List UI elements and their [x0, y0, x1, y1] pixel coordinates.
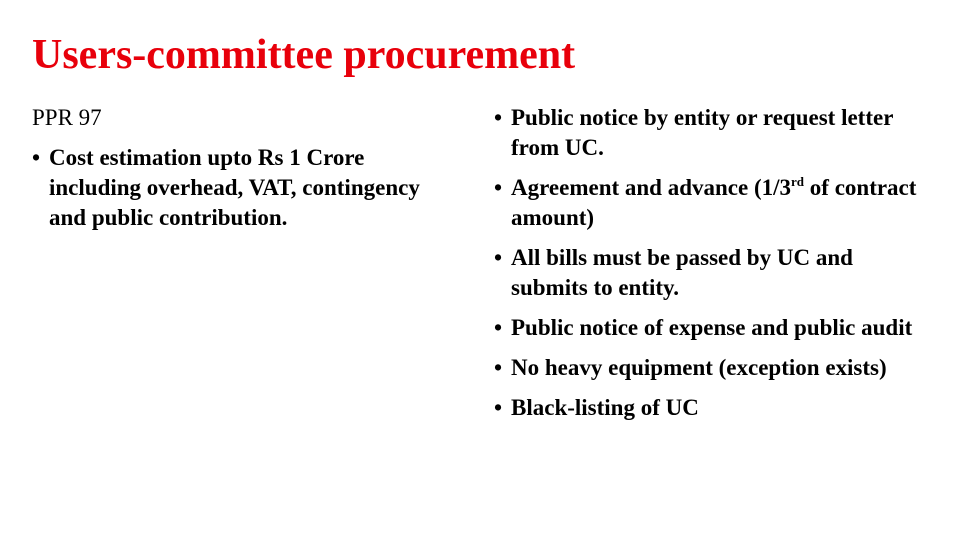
- list-item-text: No heavy equipment (exception exists): [511, 355, 887, 380]
- list-item: [494, 313, 934, 343]
- bullet-icon: •: [494, 315, 503, 340]
- list-item: [494, 393, 934, 423]
- list-item: [494, 243, 934, 303]
- right-bullet-list: [494, 103, 934, 423]
- left-column: [32, 103, 452, 243]
- bullet-icon: •: [494, 105, 503, 130]
- list-item-text: Public notice of expense and public audit: [511, 315, 913, 340]
- left-heading: PPR 97: [32, 105, 102, 130]
- list-item-text: Public notice by entity or request letter from UC.: [511, 105, 893, 160]
- list-item: [494, 353, 934, 383]
- list-item-text: Cost estimation upto Rs 1 Crore including overhead, VAT, contingency and public contribution.: [49, 145, 420, 230]
- bullet-icon: •: [494, 175, 503, 200]
- bullet-icon: •: [494, 395, 503, 420]
- bullet-icon: •: [494, 245, 503, 270]
- left-bullet-list: [32, 143, 452, 233]
- slide-title: Users-committee procurement: [32, 32, 576, 78]
- list-item-text-end: of contract amount): [511, 175, 917, 230]
- right-column: [494, 103, 934, 433]
- list-item: [32, 143, 452, 233]
- bullet-icon: •: [32, 145, 41, 170]
- list-item-text: All bills must be passed by UC and submits to entity.: [511, 245, 853, 300]
- list-item: [494, 103, 934, 163]
- bullet-icon: •: [494, 355, 503, 380]
- list-item: [494, 173, 934, 233]
- list-item-text-start: Agreement and advance (1/3: [511, 175, 792, 200]
- ordinal-superscript: rd: [791, 174, 805, 189]
- list-item-text: Black-listing of UC: [511, 395, 699, 420]
